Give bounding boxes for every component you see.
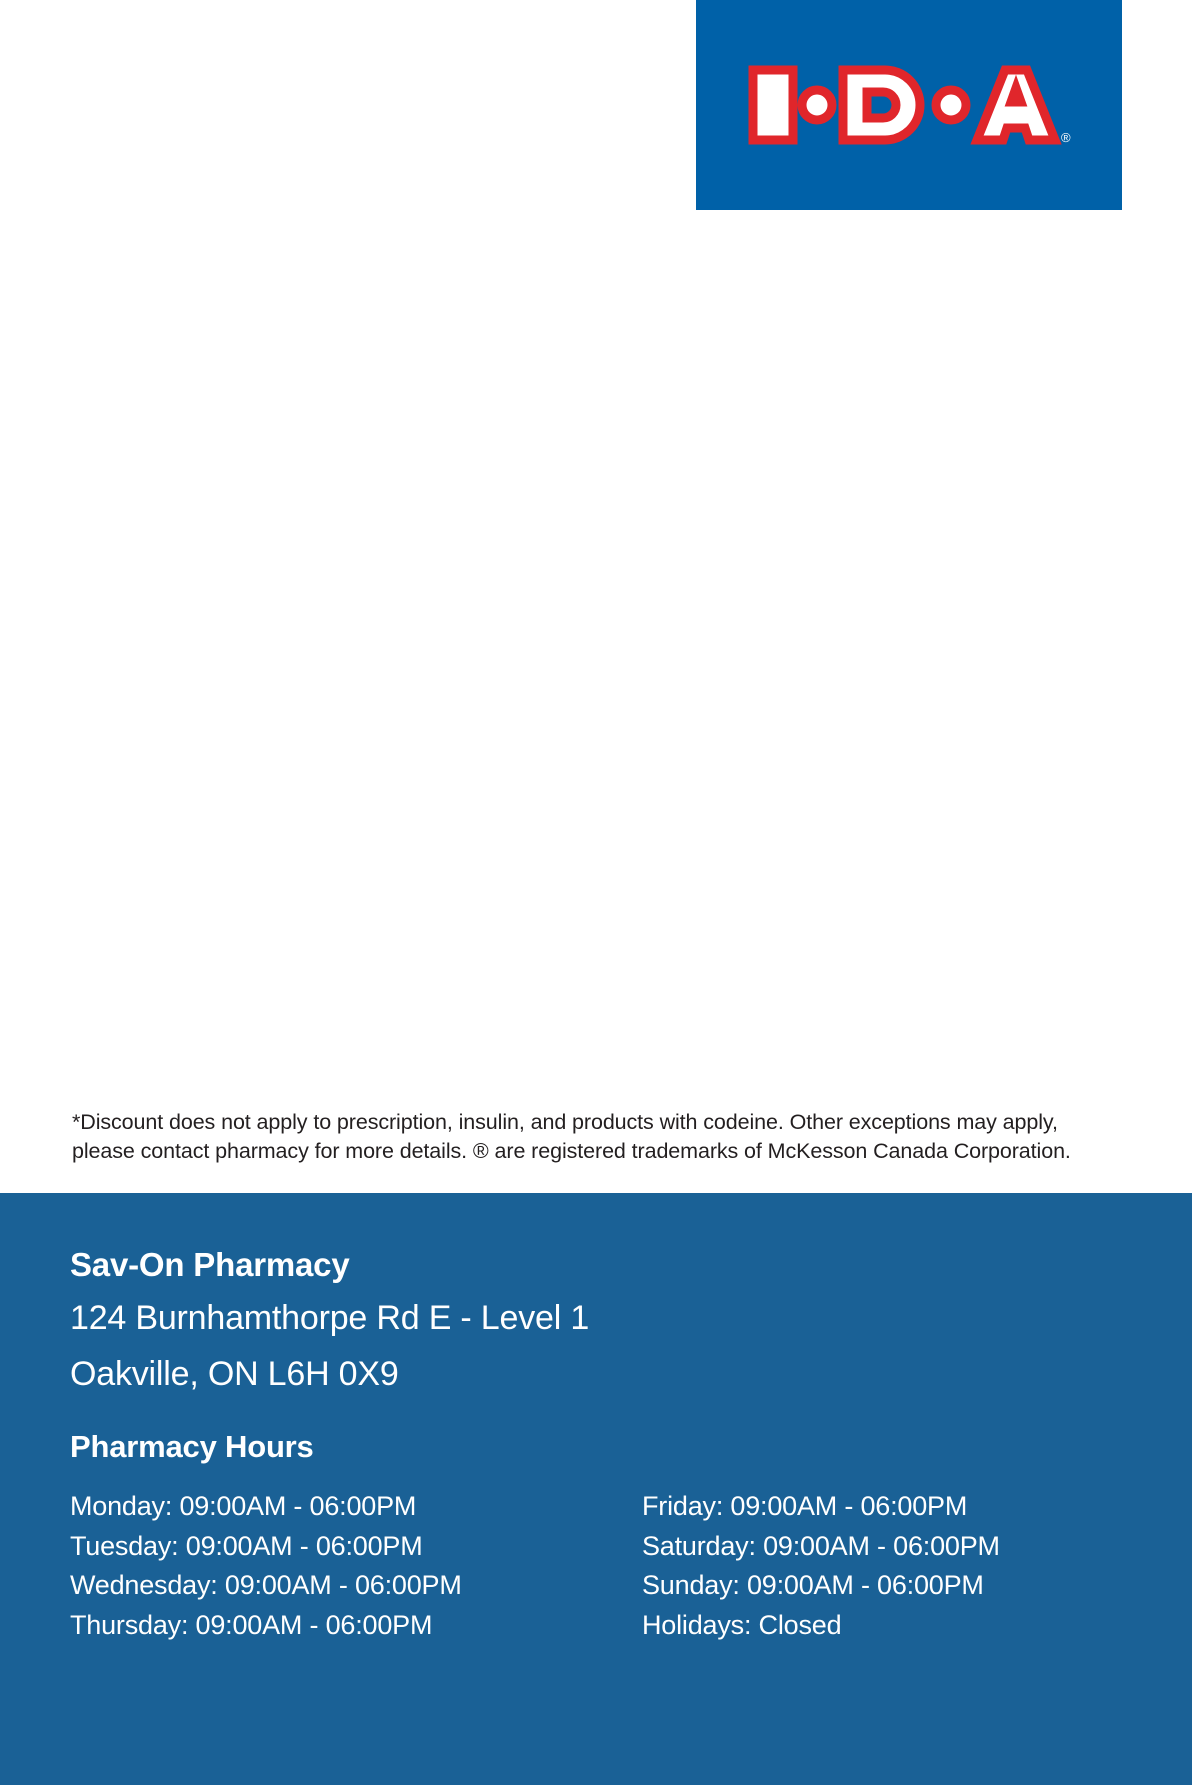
hours-row: Saturday: 09:00AM - 06:00PM bbox=[642, 1530, 1000, 1561]
disclaimer-line-1: *Discount does not apply to prescription, insulin, and products with codeine. Other exceptions may apply, bbox=[72, 1110, 1058, 1134]
pharmacy-hours-title: Pharmacy Hours bbox=[70, 1429, 314, 1464]
ida-logo-block bbox=[696, 0, 1122, 210]
ida-logo-icon bbox=[739, 50, 1079, 160]
hours-row: Thursday: 09:00AM - 06:00PM bbox=[70, 1610, 433, 1641]
hours-row: Monday: 09:00AM - 06:00PM bbox=[70, 1491, 417, 1521]
disclaimer-text bbox=[72, 1108, 1120, 1165]
store-address-line-2: Oakville, ON L6H 0X9 bbox=[70, 1355, 399, 1393]
hours-row: Holidays: Closed bbox=[642, 1610, 842, 1641]
store-info-panel bbox=[0, 1193, 1192, 1785]
pharmacy-hours-column-right bbox=[642, 1487, 1000, 1646]
registered-mark: ® bbox=[1061, 130, 1071, 145]
disclaimer-line-2: please contact pharmacy for more details. ® are registered trademarks of McKesson Canada Corporation. bbox=[72, 1138, 1071, 1163]
pharmacy-hours-column-left bbox=[70, 1487, 462, 1646]
hours-row: Wednesday: 09:00AM - 06:00PM bbox=[70, 1570, 462, 1601]
store-name: Sav-On Pharmacy bbox=[70, 1246, 350, 1283]
hours-row: Friday: 09:00AM - 06:00PM bbox=[642, 1491, 968, 1521]
hours-row: Sunday: 09:00AM - 06:00PM bbox=[642, 1570, 984, 1601]
hours-row: Tuesday: 09:00AM - 06:00PM bbox=[70, 1530, 423, 1561]
store-address-line-1: 124 Burnhamthorpe Rd E - Level 1 bbox=[70, 1299, 590, 1337]
